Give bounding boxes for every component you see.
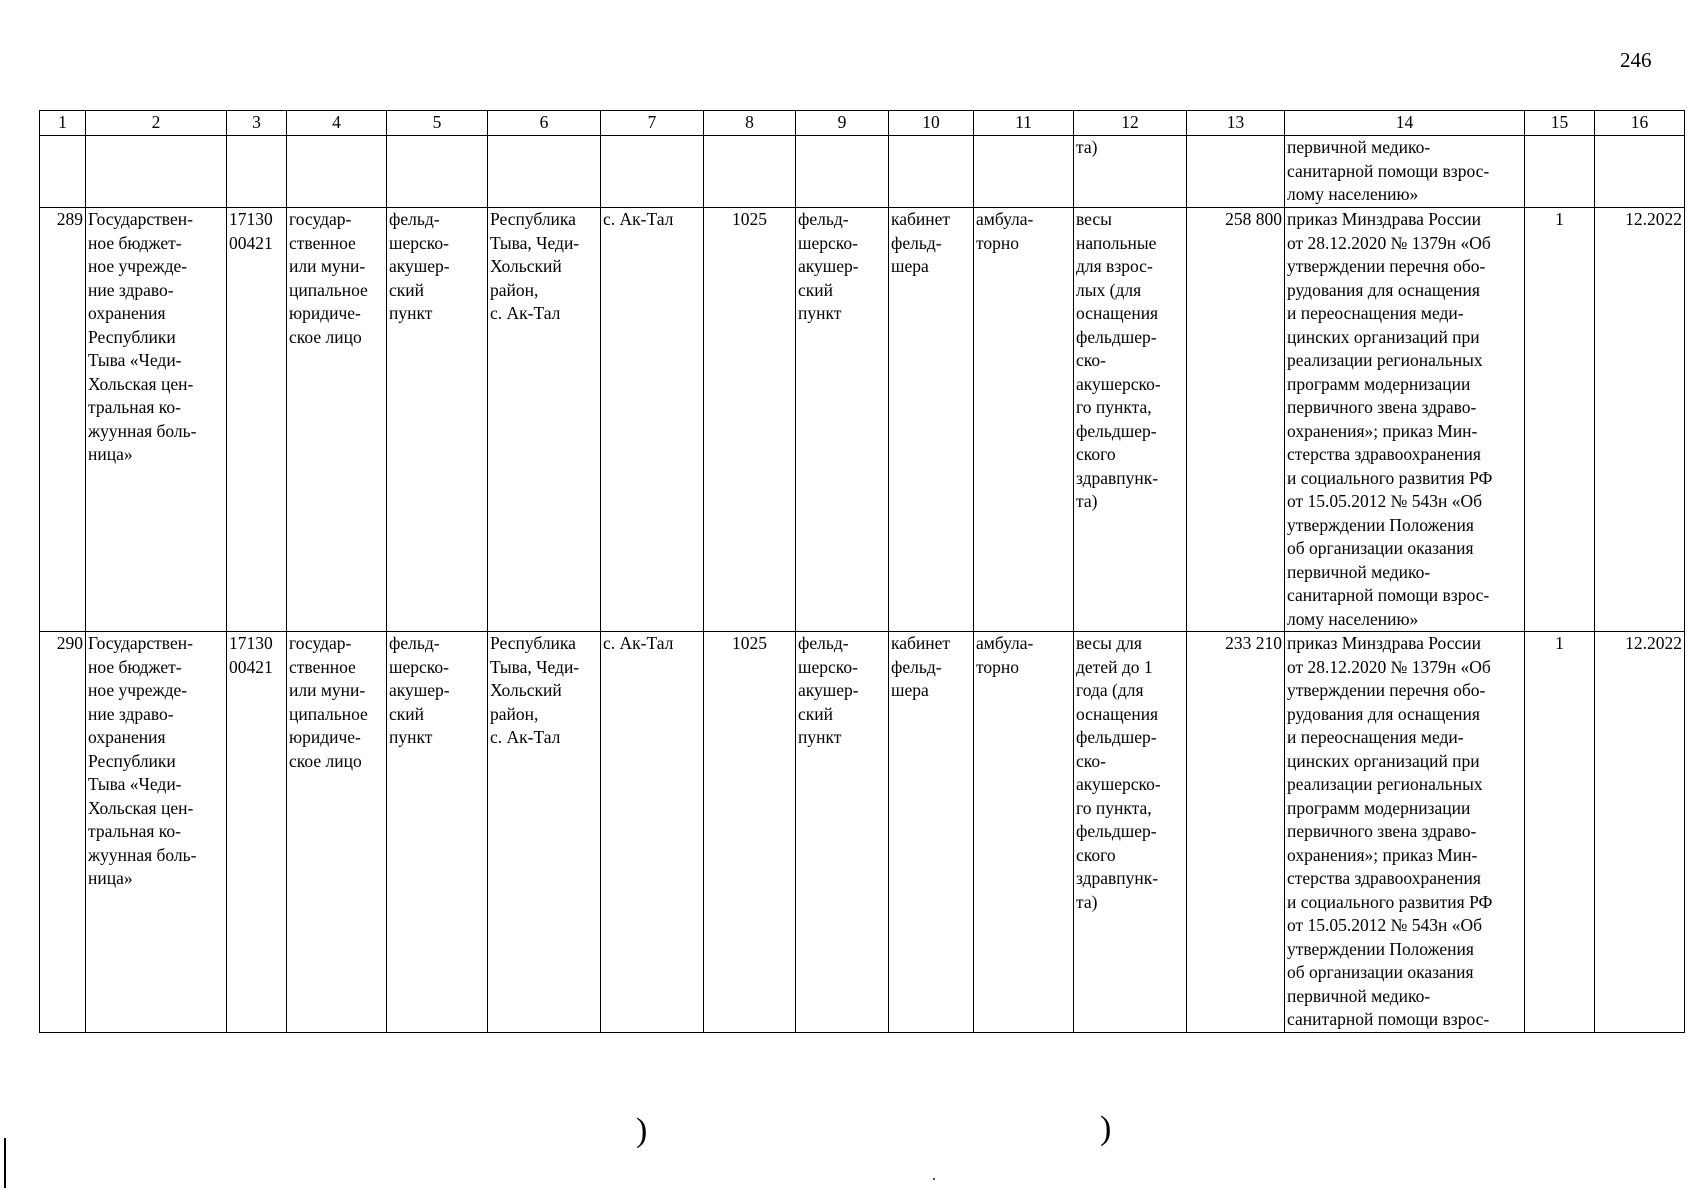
column-header: 14 <box>1285 111 1525 136</box>
table-cell: 17130 00421 <box>227 208 287 632</box>
table-cell: 1 <box>1525 208 1595 632</box>
table-cell <box>796 136 889 208</box>
table-row <box>40 136 1685 208</box>
table-cell: 1025 <box>704 208 796 632</box>
table-cell: 12.2022 <box>1595 208 1685 632</box>
column-header: 10 <box>889 111 974 136</box>
handwritten-mark: ) <box>636 1112 648 1149</box>
table-cell <box>387 136 488 208</box>
table-cell <box>287 136 387 208</box>
table-cell: государ- ственное или муни- ципальное юридиче- ское лицо <box>287 208 387 632</box>
table-header-row <box>40 111 1685 136</box>
table-cell: амбула- торно <box>974 208 1074 632</box>
table-cell: 1 <box>1525 632 1595 1033</box>
column-header: 4 <box>287 111 387 136</box>
handwritten-mark: ) <box>1100 1110 1112 1147</box>
table-cell: первичной медико- санитарной помощи взрос- лому населению» <box>1285 136 1525 208</box>
table-row <box>40 632 1685 1033</box>
column-header: 1 <box>40 111 86 136</box>
table-cell: кабинет фельд- шера <box>889 632 974 1033</box>
table-cell: фельд- шерско- акушер- ский пункт <box>796 632 889 1033</box>
scan-dot <box>933 1178 935 1180</box>
document-table <box>39 110 1685 1033</box>
table-cell: весы для детей до 1 года (для оснащения фельдшер- ско- акушерско- го пункта, фельдшер- ского здравпунк- та) <box>1074 632 1187 1033</box>
column-header: 6 <box>488 111 601 136</box>
table-cell <box>889 136 974 208</box>
table-cell: фельд- шерско- акушер- ский пункт <box>387 208 488 632</box>
table-cell: 12.2022 <box>1595 632 1685 1033</box>
table-cell: та) <box>1074 136 1187 208</box>
table-cell: 289 <box>40 208 86 632</box>
table-cell <box>1187 136 1285 208</box>
table-cell: Республика Тыва, Чеди- Хольский район, с. Ак-Тал <box>488 632 601 1033</box>
column-header: 11 <box>974 111 1074 136</box>
table-cell: 290 <box>40 632 86 1033</box>
table-cell: 233 210 <box>1187 632 1285 1033</box>
column-header: 8 <box>704 111 796 136</box>
table-cell <box>704 136 796 208</box>
column-header: 2 <box>86 111 227 136</box>
table-cell: с. Ак-Тал <box>601 632 704 1033</box>
scan-edge-mark <box>4 1138 6 1188</box>
table-cell: приказ Минздрава России от 28.12.2020 № 1379н «Об утверждении перечня обо- рудования для оснащения и переоснащения меди- цинских организаций при реализации региональных программ модернизации первичного звена здраво- охранения»; приказ Мин- стерства здравоохранения и социального развития РФ от 15.05.2012 № 543н «Об утверждении Положения об организации оказания первичной медико- санитарной помощи взрос- <box>1285 632 1525 1033</box>
column-header: 3 <box>227 111 287 136</box>
table-cell <box>974 136 1074 208</box>
column-header: 15 <box>1525 111 1595 136</box>
table-cell: 1025 <box>704 632 796 1033</box>
table-cell: Государствен- ное бюджет- ное учрежде- ние здраво- охранения Республики Тыва «Чеди- Хольская цен- тральная ко- жуунная боль- ница» <box>86 632 227 1033</box>
table-cell: с. Ак-Тал <box>601 208 704 632</box>
column-header: 9 <box>796 111 889 136</box>
table-row <box>40 208 1685 632</box>
column-header: 7 <box>601 111 704 136</box>
table-cell <box>227 136 287 208</box>
table-cell: 17130 00421 <box>227 632 287 1033</box>
column-header: 12 <box>1074 111 1187 136</box>
table-cell: государ- ственное или муни- ципальное юридиче- ское лицо <box>287 632 387 1033</box>
table-cell: весы напольные для взрос- лых (для оснащения фельдшер- ско- акушерско- го пункта, фельдшер- ского здравпунк- та) <box>1074 208 1187 632</box>
table-cell <box>86 136 227 208</box>
table-cell <box>1595 136 1685 208</box>
table-cell: Республика Тыва, Чеди- Хольский район, с. Ак-Тал <box>488 208 601 632</box>
column-header: 13 <box>1187 111 1285 136</box>
table-cell <box>1525 136 1595 208</box>
table-cell: амбула- торно <box>974 632 1074 1033</box>
table-cell: фельд- шерско- акушер- ский пункт <box>796 208 889 632</box>
table-cell <box>601 136 704 208</box>
table-cell: кабинет фельд- шера <box>889 208 974 632</box>
table-cell <box>40 136 86 208</box>
table-cell: Государствен- ное бюджет- ное учрежде- ние здраво- охранения Республики Тыва «Чеди- Хольская цен- тральная ко- жуунная боль- ница» <box>86 208 227 632</box>
page-number: 246 <box>1620 48 1652 72</box>
table-cell <box>488 136 601 208</box>
column-header: 16 <box>1595 111 1685 136</box>
table-cell: фельд- шерско- акушер- ский пункт <box>387 632 488 1033</box>
table-cell: приказ Минздрава России от 28.12.2020 № 1379н «Об утверждении перечня обо- рудования для оснащения и переоснащения меди- цинских организаций при реализации региональных программ модернизации первичного звена здраво- охранения»; приказ Мин- стерства здравоохранения и социального развития РФ от 15.05.2012 № 543н «Об утверждении Положения об организации оказания первичной медико- санитарной помощи взрос- лому населению» <box>1285 208 1525 632</box>
table-cell: 258 800 <box>1187 208 1285 632</box>
column-header: 5 <box>387 111 488 136</box>
